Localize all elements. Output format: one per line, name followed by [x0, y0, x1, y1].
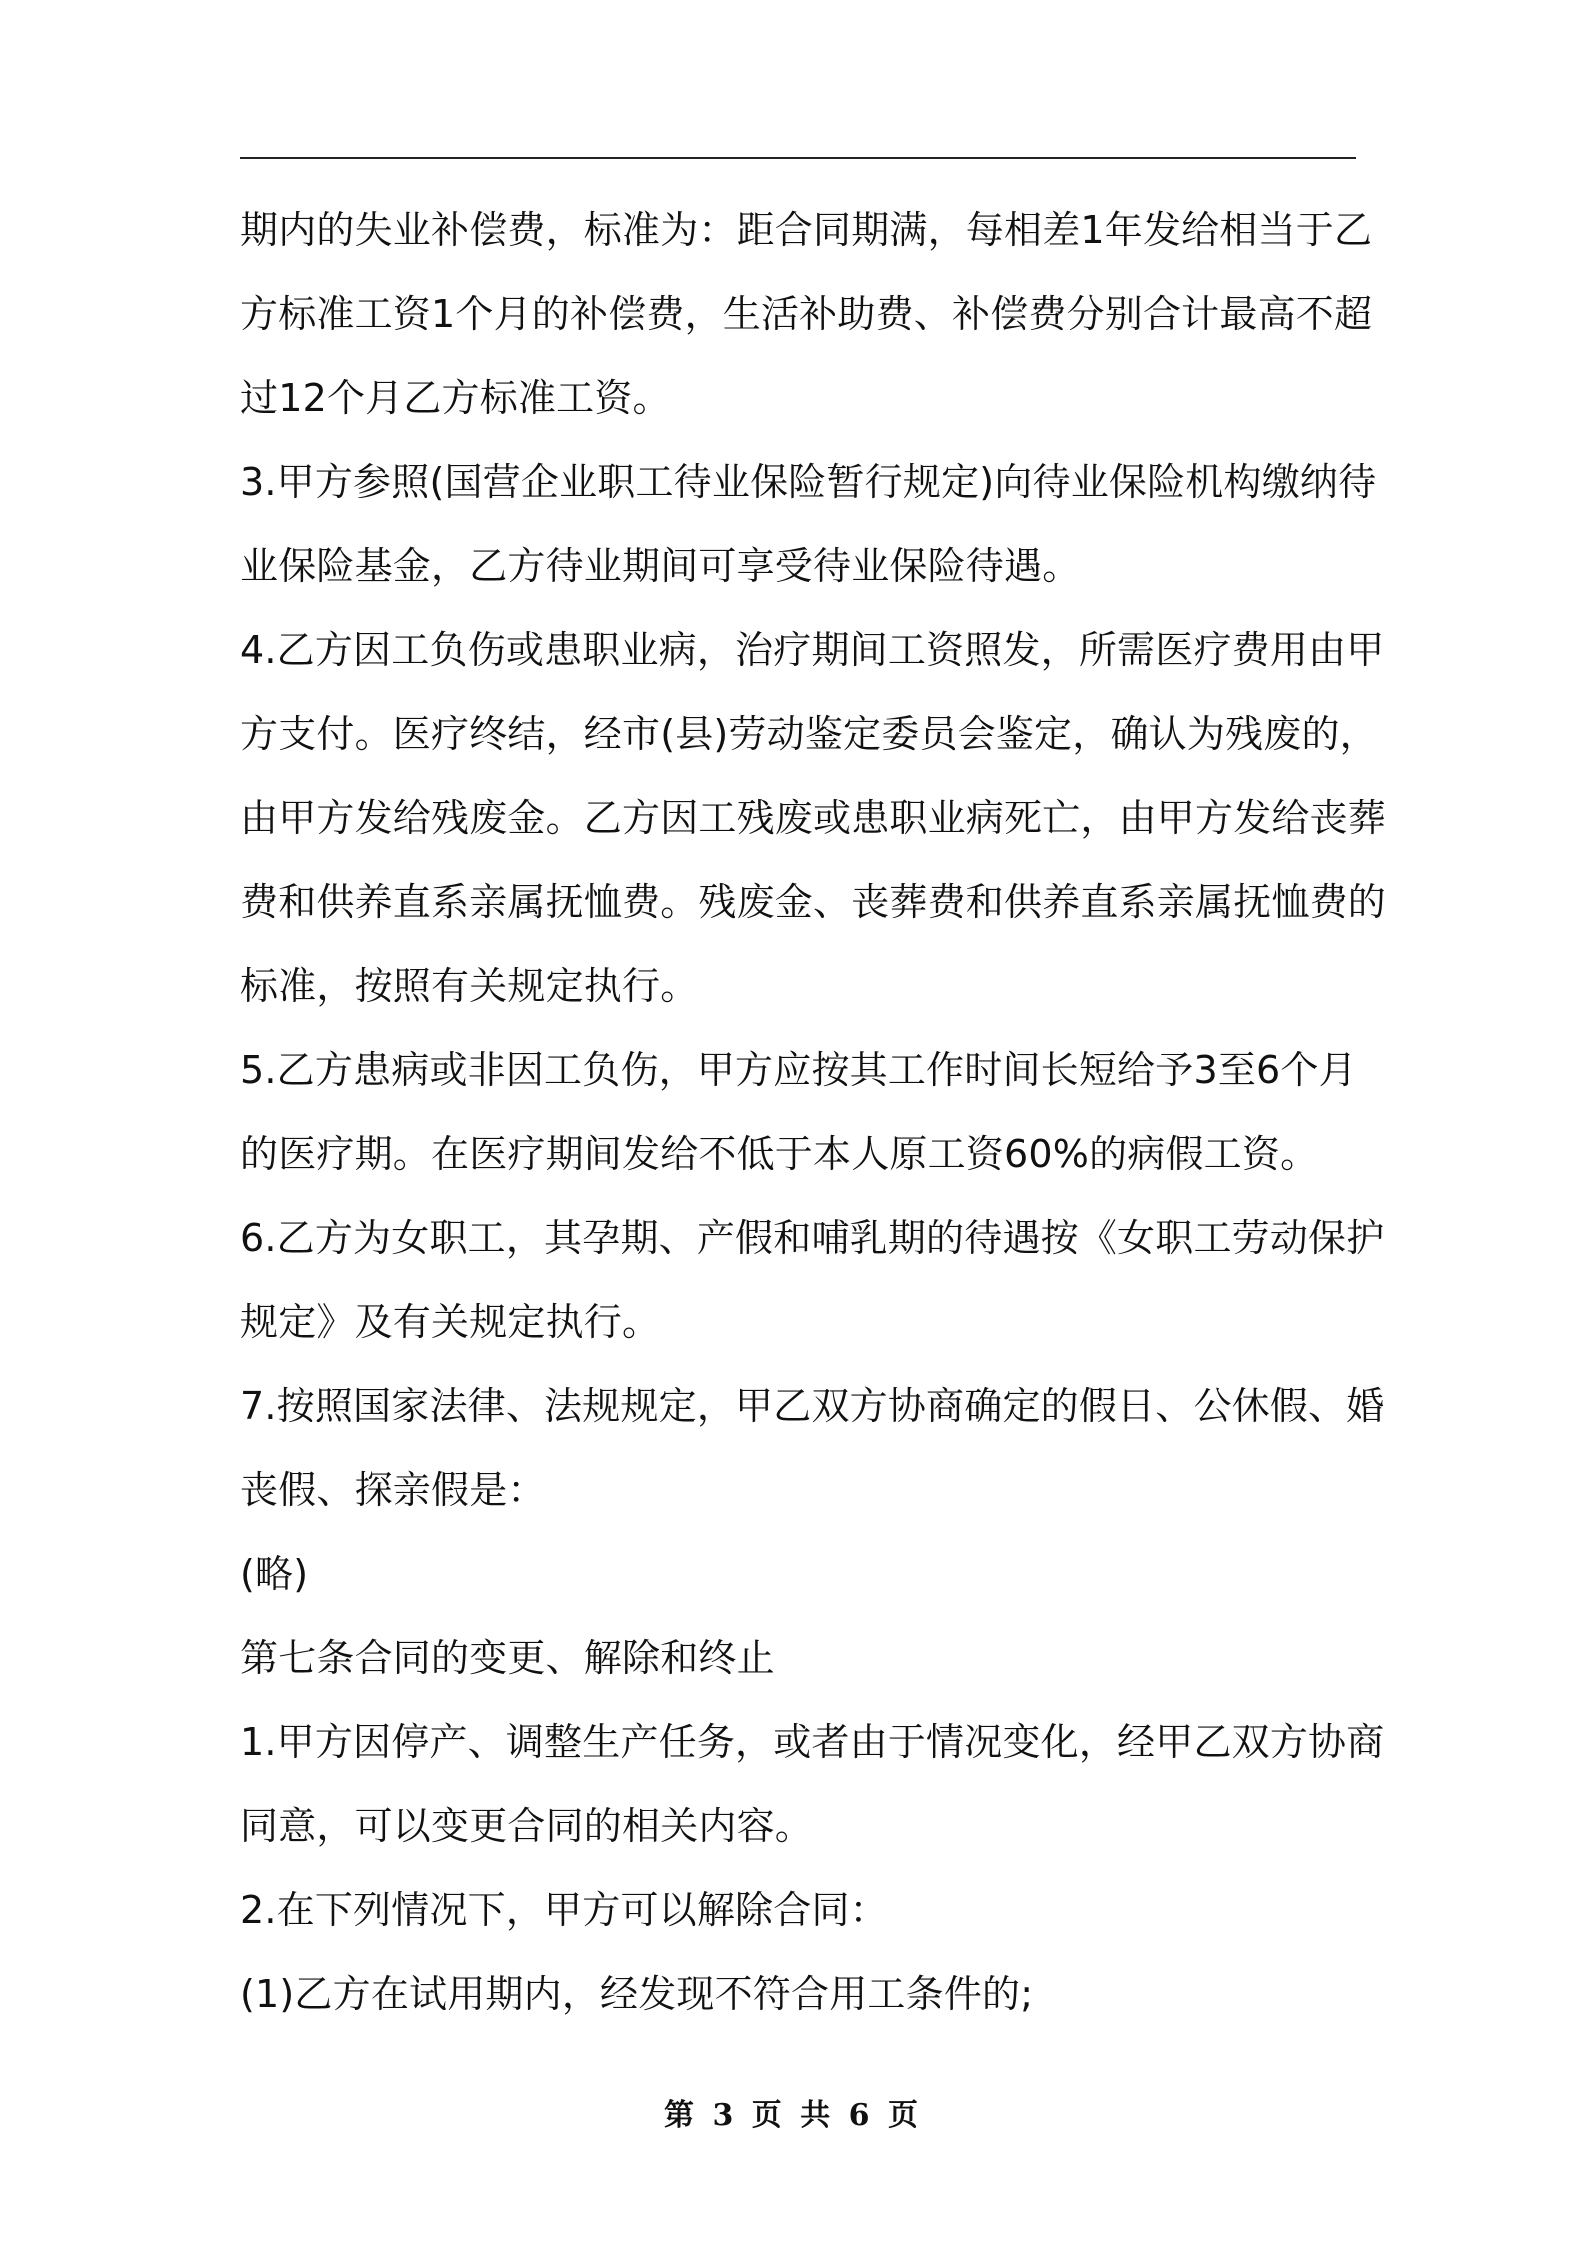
- text-line-3: 过12个月乙方标准工资。: [240, 376, 671, 420]
- text-line-8: 由甲方发给残废金。乙方因工残废或患职业病死亡，由甲方发给丧葬: [240, 796, 1387, 840]
- text-line-4: 3.甲方参照(国营企业职工待业保险暂行规定)向待业保险机构缴纳待: [240, 460, 1377, 504]
- text-line-1: 期内的失业补偿费，标准为：距合同期满，每相差1年发给相当于乙: [240, 208, 1373, 252]
- text-line-9: 费和供养直系亲属抚恤费。残废金、丧葬费和供养直系亲属抚恤费的: [240, 880, 1387, 924]
- text-line-20: 同意，可以变更合同的相关内容。: [240, 1804, 814, 1848]
- text-line-22: (1)乙方在试用期内，经发现不符合用工条件的;: [240, 1972, 1034, 2016]
- text-line-14: 规定》及有关规定执行。: [240, 1300, 661, 1344]
- header-rule: [240, 157, 1356, 159]
- text-line-21: 2.在下列情况下，甲方可以解除合同：: [240, 1888, 888, 1932]
- text-line-10: 标准，按照有关规定执行。: [240, 964, 699, 1008]
- body-text: [240, 188, 1387, 2036]
- text-line-5: 业保险基金，乙方待业期间可享受待业保险待遇。: [240, 544, 1081, 588]
- section-heading: 第七条合同的变更、解除和终止: [240, 1636, 775, 1680]
- text-line-19: 1.甲方因停产、调整生产任务，或者由于情况变化，经甲乙双方协商: [240, 1720, 1385, 1764]
- text-line-11: 5.乙方患病或非因工负伤，甲方应按其工作时间长短给予3至6个月: [240, 1048, 1357, 1092]
- text-line-7: 方支付。医疗终结，经市(县)劳动鉴定委员会鉴定，确认为残废的，: [240, 712, 1378, 756]
- text-line-6: 4.乙方因工负伤或患职业病，治疗期间工资照发，所需医疗费用由甲: [240, 628, 1385, 672]
- text-line-12: 的医疗期。在医疗期间发给不低于本人原工资60%的病假工资。: [240, 1132, 1319, 1176]
- text-line-17: (略): [240, 1552, 309, 1596]
- text-line-15: 7.按照国家法律、法规规定，甲乙双方协商确定的假日、公休假、婚: [240, 1384, 1385, 1428]
- text-line-16: 丧假、探亲假是：: [240, 1468, 546, 1512]
- text-line-13: 6.乙方为女职工，其孕期、产假和哺乳期的待遇按《女职工劳动保护: [240, 1216, 1385, 1260]
- page-footer: 第 3 页 共 6 页: [664, 2098, 922, 2133]
- text-line-2: 方标准工资1个月的补偿费，生活补助费、补偿费分别合计最高不超: [240, 292, 1373, 336]
